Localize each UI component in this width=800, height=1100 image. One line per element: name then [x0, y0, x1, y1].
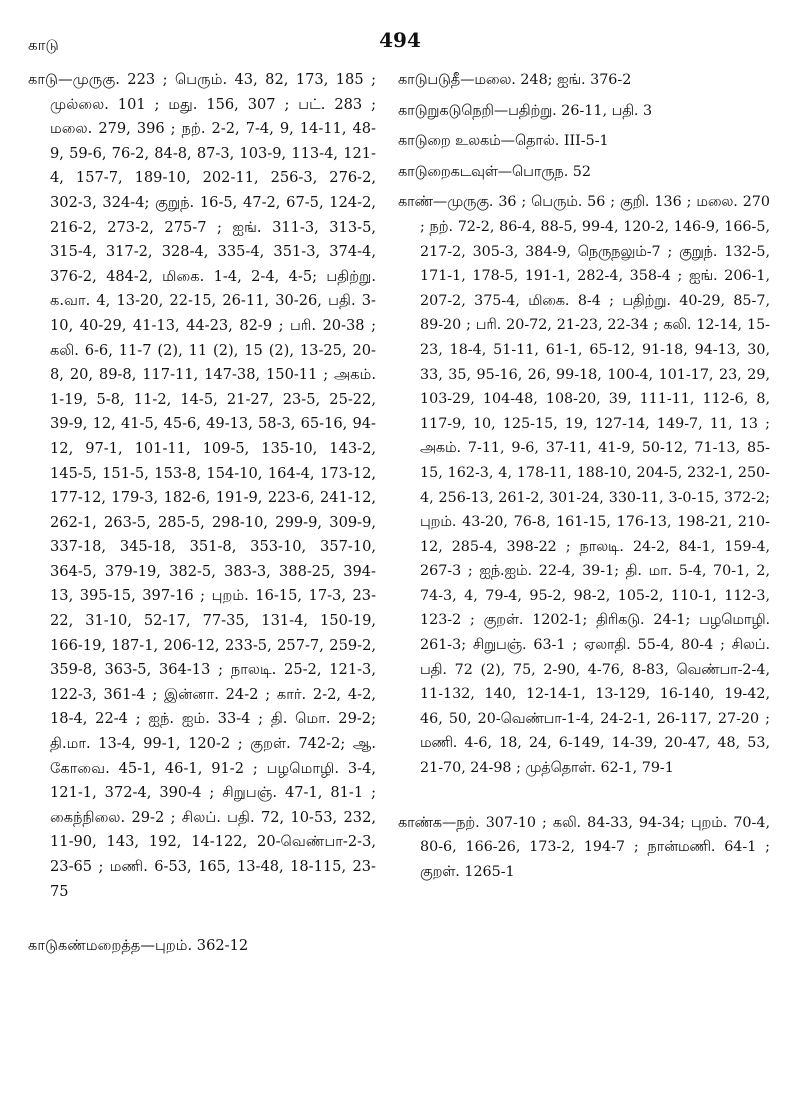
entry-kaanga	[398, 811, 770, 885]
entry-kaaduraikadavul	[398, 160, 770, 185]
entry-kaan	[398, 190, 770, 780]
entry-references: —நற். 307-10 ; கலி. 84-33, 94-34; புறம். 70-4, 80-6, 166-26, 173-2, 194-7 ; நான்மணி. 64-1 ; குறள். 1265-1	[420, 814, 770, 880]
entry-headword: காடுறை உலகம்	[398, 133, 501, 150]
entry-kaadurukaduneri	[398, 99, 770, 124]
entry-kaadurai-ulagam	[398, 129, 770, 154]
entry-references: —பொருந. 52	[497, 163, 591, 180]
entry-headword: காடு	[28, 71, 58, 88]
entry-headword: காடுறைகடவுள்	[398, 163, 498, 180]
entry-kaadu	[28, 68, 376, 904]
entry-references: —முருகு. 223 ; பெரும். 43, 82, 173, 185 ; முல்லை. 101 ; மது. 156, 307 ; பட். 283 ; மலை. 279, 396 ; நற். 2-2, 7-4, 9, 14-11, 48-9, 59-6, 76-2, 84-8, 87-3, 103-9, 113-4, 121-4, 157-7, 189-10, 202-11, 256-3, 276-2, 302-3, 324-4; குறுந். 16-5, 47-2, 67-5, 124-2, 216-2, 273-2, 275-7 ; ஐங். 311-3, 313-5, 315-4, 317-2, 328-4, 335-4, 351-3, 374-4, 376-2, 484-2, மிகை. 1-4, 2-4, 4-5; பதிற்று. க.வா. 4, 13-20, 22-15, 26-11, 30-26, பதி. 3-10, 40-29, 41-13, 44-23, 82-9 ; பரி. 20-38 ; கலி. 6-6, 11-7 (2), 11 (2), 15 (2), 13-25, 20-8, 20, 89-8, 117-11, 147-38, 150-11 ; அகம். 1-19, 5-8, 11-2, 14-5, 21-27, 23-5, 25-22, 39-9, 12, 41-5, 45-6, 49-13, 58-3, 65-16, 94-12, 97-1, 101-11, 109-5, 135-10, 143-2, 145-5, 151-5, 153-8, 154-10, 164-4, 173-12, 177-12, 179-3, 182-6, 191-9, 223-6, 241-12, 262-1, 263-5, 285-5, 298-10, 299-9, 309-9, 337-18, 345-18, 351-8, 353-10, 357-10, 364-5, 379-19, 382-5, 383-3, 388-25, 394-13, 395-15, 397-16 ; புறம். 16-15, 17-3, 23-22, 31-10, 52-17, 77-35, 131-4, 150-19, 166-19, 187-1, 206-12, 233-5, 257-7, 259-2, 359-8, 363-5, 364-13 ; நாலடி. 25-2, 121-3, 122-3, 361-4 ; இன்னா. 24-2 ; கார். 2-2, 4-2, 18-4, 22-4 ; ஐந். ஐம். 33-4 ; தி. மொ. 29-2; தி.மா. 13-4, 99-1, 120-2 ; குறள். 742-2; ஆ. கோவை. 45-1, 46-1, 91-2 ; பழமொழி. 3-4, 121-1, 372-4, 390-4 ; சிறுபஞ். 47-1, 81-1 ; கைந்நிலை. 29-2 ; சிலப். பதி. 72, 10-53, 232, 11-90, 143, 192, 14-122, 20-வெண்பா-2-3, 23-65 ; மணி. 6-53, 165, 13-48, 18-115, 23-75	[50, 71, 376, 900]
entry-headword: காடுறுகடுநெறி	[398, 102, 494, 119]
entry-headword: காண்	[398, 194, 433, 211]
entry-headword: காடுகண்மறைத்த	[28, 937, 141, 955]
page-number: 494	[379, 28, 421, 52]
entry-references: —தொல். III-5-1	[500, 133, 609, 150]
right-column	[398, 68, 770, 892]
running-head: காடு	[28, 36, 59, 54]
entry-references: —முருகு. 36 ; பெரும். 56 ; குறி. 136 ; மலை. 270 ; நற். 72-2, 86-4, 88-5, 99-4, 120-2, 146-9, 166-5, 217-2, 305-3, 384-9, நெருநலும்-7 ; குறுந். 132-5, 171-1, 178-5, 191-1, 282-4, 358-4 ; ஐங். 206-1, 207-2, 375-4, மிகை. 8-4 ; பதிற்று. 40-29, 85-7, 89-20 ; பரி. 20-72, 21-23, 22-34 ; கலி. 12-14, 15-23, 18-4, 51-11, 61-1, 65-12, 91-18, 94-13, 30, 33, 35, 95-16, 26, 99-18, 100-4, 101-17, 23, 29, 103-29, 104-48, 108-20, 39, 111-11, 112-6, 8, 117-9, 10, 125-15, 19, 127-14, 149-7, 11, 13 ; அகம். 7-11, 9-6, 37-11, 41-9, 50-12, 71-13, 85-15, 162-3, 4, 178-11, 188-10, 204-5, 232-1, 250-4, 256-13, 261-2, 301-24, 330-11, 3-0-15, 372-2; புறம். 43-20, 76-8, 161-15, 176-13, 198-21, 210-12, 285-4, 398-22 ; நாலடி. 24-2, 84-1, 159-4, 267-3 ; ஐந்.ஐம். 22-4, 39-1; தி. மா. 5-4, 70-1, 2, 74-3, 4, 79-4, 95-2, 98-2, 105-2, 110-1, 112-3, 123-2 ; குறள். 1202-1; திரிகடு. 24-1; பழமொழி. 261-3; சிறுபஞ். 63-1 ; ஏலாதி. 55-4, 80-4 ; சிலப். பதி. 72 (2), 75, 2-90, 4-76, 8-83, வெண்பா-2-4, 11-132, 140, 12-14-1, 13-129, 16-140, 19-42, 46, 50, 20-வெண்பா-1-4, 24-2-1, 26-117, 27-20 ; மணி. 4-6, 18, 24, 6-149, 14-39, 20-47, 48, 53, 21-70, 24-98 ; முத்தொள். 62-1, 79-1	[420, 194, 770, 777]
entry-references: —புறம். 362-12	[140, 937, 249, 955]
left-column	[28, 68, 376, 967]
entry-kaadupadutee	[398, 68, 770, 93]
entry-references: —பதிற்று. 26-11, பதி. 3	[493, 102, 653, 119]
entry-headword: காண்க	[398, 814, 442, 831]
entry-headword: காடுபடுதீ	[398, 72, 461, 88]
entry-kaadukanmaraitha	[28, 934, 376, 959]
entry-references: —மலை. 248; ஐங். 376-2	[460, 72, 632, 88]
